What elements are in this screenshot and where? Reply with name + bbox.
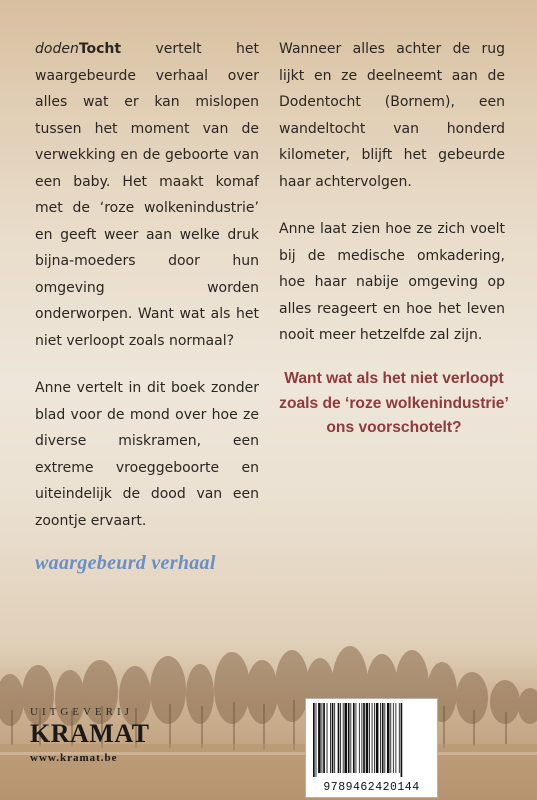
third-paragraph: Wanneer alles achter de rug lijkt en ze deelneemt aan de Dodentocht (Bornem), een wandeltocht van honderd kilometer, blijft het gebeurde haar achtervolgen. <box>279 41 505 190</box>
barcode-bars <box>312 703 431 777</box>
genre-label: waargebeurd verhaal <box>35 552 216 574</box>
callout-quote: Want wat als het niet verloopt zoals de ‘roze wolkenindustrie’ ons voorschotelt? <box>279 370 509 436</box>
second-paragraph: Anne vertelt in dit boek zonder blad voor de mond over hoe ze diverse miskramen, een extreme vroeggeboorte en uiteindelijk de dood van een zoontje ervaart. <box>35 380 259 529</box>
barcode <box>305 698 438 798</box>
fourth-paragraph: Anne laat zien hoe ze zich voelt bij de medische omkadering, hoe haar nabije omgeving op alles reageert en hoe het leven nooit meer hetzelfde zal zijn. <box>279 221 505 343</box>
publisher-name: KRAMAT <box>30 719 150 748</box>
book-title-italic: doden <box>35 41 79 57</box>
publisher-label: UITGEVERIJ <box>30 706 133 718</box>
publisher-url: www.kramat.be <box>30 752 118 764</box>
book-title-bold: Tocht <box>78 41 122 57</box>
publisher-logo <box>30 706 180 764</box>
left-column <box>35 36 259 555</box>
right-column <box>279 36 505 370</box>
intro-text: vertelt het waargebeurde verhaal over alles wat er kan mislopen tussen het moment van de verwekking en de geboorte van een baby. Het maakt komaf met de ‘roze wolkenindustrie’ en geeft weer aan welke druk bijna-moeders door hun omgeving worden onderworpen. Want wat als het niet verloopt zoals normaal? <box>35 41 259 349</box>
intro-paragraph <box>35 36 259 354</box>
isbn-number: 9789462420144 <box>323 781 420 794</box>
